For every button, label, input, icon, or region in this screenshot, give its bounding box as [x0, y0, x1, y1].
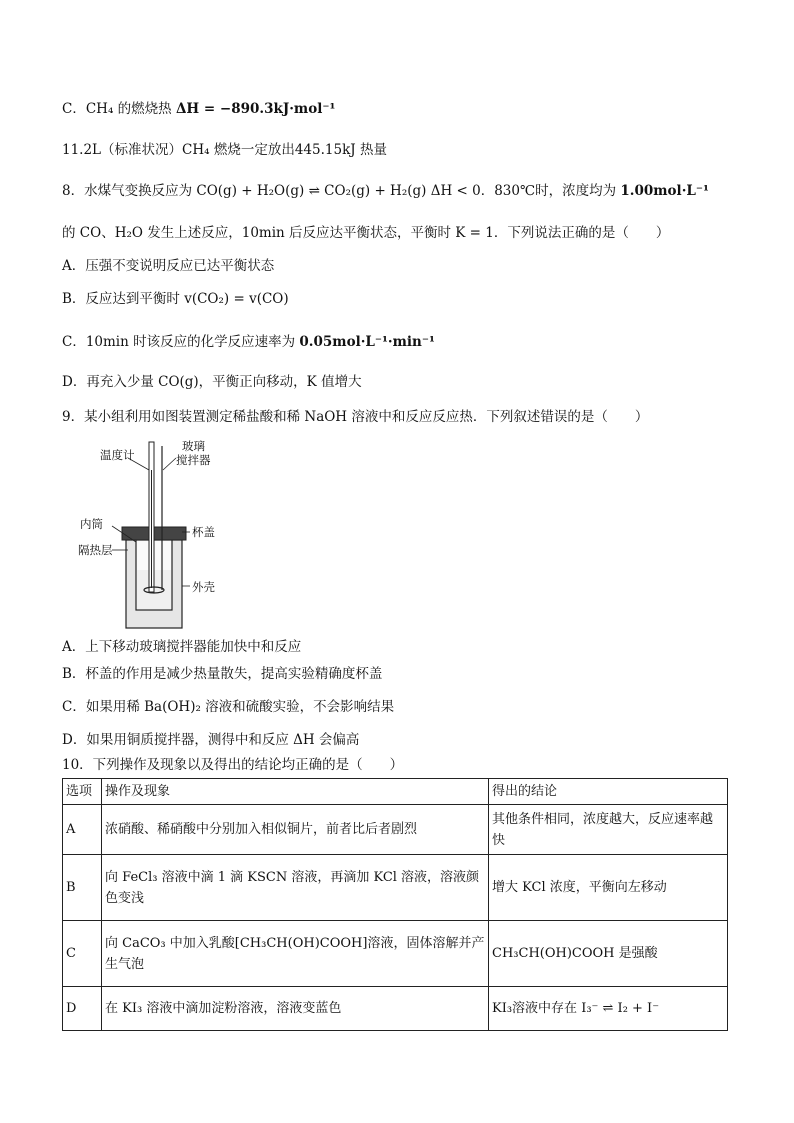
row-conclusion: 增大 KCl 浓度，平衡向左移动	[489, 855, 728, 921]
row-operation: 向 FeCl₃ 溶液中滴 1 滴 KSCN 溶液，再滴加 KCl 溶液，溶液颜色变浅	[102, 855, 489, 921]
q9-option-a: A．上下移动玻璃搅拌器能加快中和反应	[62, 639, 302, 655]
q7-option-c: C．CH₄ 的燃烧热 ΔH = −890.3kJ·mol⁻¹	[62, 101, 336, 117]
q8-stem-line2: 的 CO、H₂O 发生上述反应，10min 后反应达平衡状态，平衡时 K = 1．下列说法正确的是（ ）	[62, 225, 670, 241]
q9-option-b: B．杯盖的作用是减少热量散失，提高实验精确度杯盖	[62, 666, 383, 682]
row-conclusion: KI₃溶液中存在 I₃⁻ ⇌ I₂ + I⁻	[489, 987, 728, 1031]
label-thermometer: 温度计	[100, 448, 135, 462]
q8-option-b: B．反应达到平衡时 v(CO₂) = v(CO)	[62, 291, 289, 307]
table-header-row	[63, 779, 728, 805]
q9-stem: 9．某小组利用如图装置测定稀盐酸和稀 NaOH 溶液中和反应反应热．下列叙述错误的是（ ）	[62, 409, 649, 425]
row-conclusion: 其他条件相同，浓度越大，反应速率越快	[489, 805, 728, 855]
row-option: A	[63, 805, 102, 855]
q9-option-d: D．如果用铜质搅拌器，测得中和反应 ΔH 会偏高	[62, 732, 360, 748]
q8-equation: CO(g) + H₂O(g) ⇌ CO₂(g) + H₂(g)	[196, 183, 427, 199]
table-row	[63, 987, 728, 1031]
header-conclusion: 得出的结论	[489, 779, 728, 805]
q8-option-a: A．压强不变说明反应已达平衡状态	[62, 258, 275, 274]
q8-option-c: C．10min 时该反应的化学反应速率为 0.05mol·L⁻¹·min⁻¹	[62, 334, 435, 350]
calorimeter-diagram	[78, 440, 238, 630]
label-outer-shell: 外壳	[192, 580, 215, 594]
q8-stem-line1: 8．水煤气变换反应为 CO(g) + H₂O(g) ⇌ CO₂(g) + H₂(g) ΔH < 0．830℃时，浓度均为 1.00mol·L⁻¹	[62, 183, 709, 199]
label-insulation: 隔热层	[78, 543, 113, 557]
q8-concentration: 1.00mol·L⁻¹	[620, 183, 709, 199]
table-row	[63, 805, 728, 855]
header-operation: 操作及现象	[102, 779, 489, 805]
q8-option-d: D．再充入少量 CO(g)，平衡正向移动，K 值增大	[62, 374, 362, 390]
label-lid: 杯盖	[192, 525, 215, 539]
row-conclusion: CH₃CH(OH)COOH 是强酸	[489, 921, 728, 987]
row-operation: 向 CaCO₃ 中加入乳酸[CH₃CH(OH)COOH]溶液，固体溶解并产生气泡	[102, 921, 489, 987]
row-option: C	[63, 921, 102, 987]
q10-stem: 10．下列操作及现象以及得出的结论均正确的是（ ）	[62, 757, 404, 773]
header-option: 选项	[63, 779, 102, 805]
row-operation: 在 KI₃ 溶液中滴加淀粉溶液，溶液变蓝色	[102, 987, 489, 1031]
row-option: D	[63, 987, 102, 1031]
label-stirrer-1: 玻璃	[182, 440, 205, 453]
label-inner-cup: 内筒	[80, 517, 103, 531]
row-operation: 浓硝酸、稀硝酸中分别加入相似铜片，前者比后者剧烈	[102, 805, 489, 855]
label-stirrer-2: 搅拌器	[176, 453, 211, 467]
table-row	[63, 921, 728, 987]
q9-option-c: C．如果用稀 Ba(OH)₂ 溶液和硫酸实验，不会影响结果	[62, 699, 395, 715]
heat-of-combustion-formula: ΔH = −890.3kJ·mol⁻¹	[175, 101, 336, 117]
q8-rate-value: 0.05mol·L⁻¹·min⁻¹	[299, 334, 435, 350]
q10-table	[62, 778, 728, 1031]
q7-option-d: 11.2L（标准状况）CH₄ 燃烧一定放出445.15kJ 热量	[62, 142, 387, 158]
row-option: B	[63, 855, 102, 921]
table-row	[63, 855, 728, 921]
